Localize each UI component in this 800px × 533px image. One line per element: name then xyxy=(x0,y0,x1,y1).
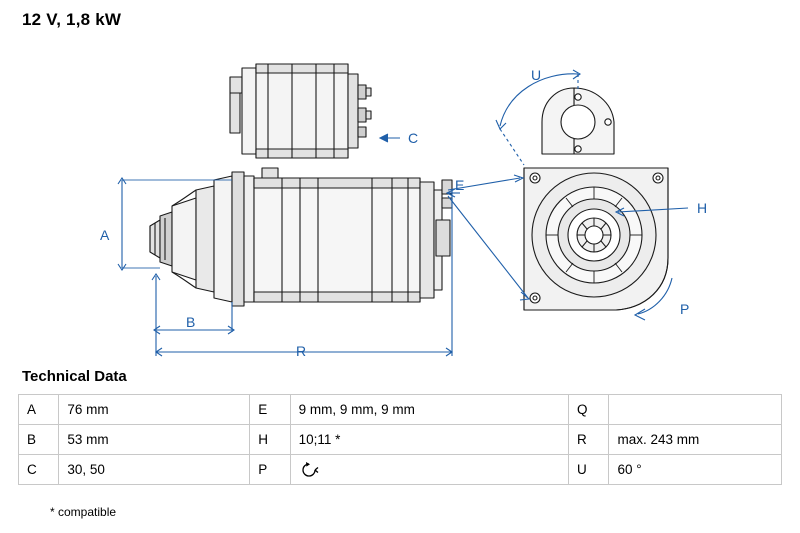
label-U: U xyxy=(531,67,542,83)
end-view-flange xyxy=(524,88,668,310)
row-value-u: 60 ° xyxy=(609,455,782,485)
row-value-p xyxy=(290,455,568,485)
row-key-e: E xyxy=(250,395,290,425)
technical-data-table xyxy=(18,394,782,485)
footnote: * compatible xyxy=(50,505,117,519)
row-key-h: H xyxy=(250,425,290,455)
technical-drawing xyxy=(0,30,800,360)
top-view-solenoid xyxy=(230,64,371,158)
row-value-c: 30, 50 xyxy=(59,455,250,485)
label-C: C xyxy=(408,130,419,146)
table-row xyxy=(19,395,782,425)
label-H: H xyxy=(697,200,708,216)
label-B: B xyxy=(186,314,196,330)
row-key-c: C xyxy=(19,455,59,485)
page-title: 12 V, 1,8 kW xyxy=(22,10,122,29)
technical-data-heading: Technical Data xyxy=(22,368,127,385)
row-value-e: 9 mm, 9 mm, 9 mm xyxy=(290,395,568,425)
label-E: E xyxy=(455,177,465,193)
row-key-r: R xyxy=(569,425,609,455)
side-view-starter xyxy=(150,168,452,306)
row-value-a: 76 mm xyxy=(59,395,250,425)
table-row xyxy=(19,455,782,485)
table-row xyxy=(19,425,782,455)
row-key-p: P xyxy=(250,455,290,485)
rotation-arrow-icon xyxy=(299,461,321,479)
row-value-q xyxy=(609,395,782,425)
row-key-u: U xyxy=(569,455,609,485)
row-key-q: Q xyxy=(569,395,609,425)
row-value-h: 10;11 * xyxy=(290,425,568,455)
row-key-b: B xyxy=(19,425,59,455)
row-value-r: max. 243 mm xyxy=(609,425,782,455)
label-P: P xyxy=(680,301,690,317)
label-R: R xyxy=(296,343,307,359)
row-value-b: 53 mm xyxy=(59,425,250,455)
label-A: A xyxy=(100,227,110,243)
row-key-a: A xyxy=(19,395,59,425)
